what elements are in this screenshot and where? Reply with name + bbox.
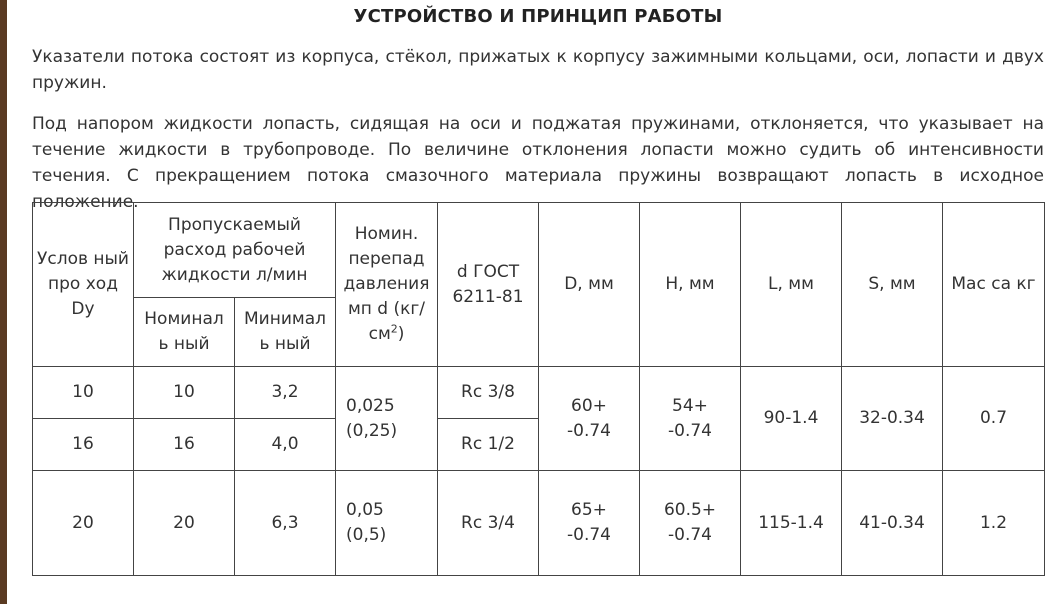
cell-pressure: 0,025 (0,25) <box>336 367 438 471</box>
page-title: УСТРОЙСТВО И ПРИНЦИП РАБОТЫ <box>353 6 723 27</box>
cell-d: 65+ -0.74 <box>539 471 640 576</box>
cell-dy: 20 <box>33 471 134 576</box>
cell-h: 54+ -0.74 <box>640 367 741 471</box>
cell-thread: Rc 3/8 <box>438 367 539 419</box>
cell-pressure: 0,05 (0,5) <box>336 471 438 576</box>
paragraph-construction: Указатели потока состоят из корпуса, стёкол, прижатых к корпусу зажимными кольцами, оси, лопасти и двух пружин. <box>32 47 1044 93</box>
table-row <box>33 471 1045 576</box>
cell-mass: 1.2 <box>943 471 1045 576</box>
header-mass: Мас са кг <box>943 203 1045 367</box>
header-h: H, мм <box>640 203 741 367</box>
header-flow-minimal: Минимал ь ный <box>235 298 336 367</box>
paragraph-principle: Под напором жидкости лопасть, сидящая на оси и поджатая пружинами, отклоняется, что указывает на течение жидкости в трубопроводе. По величине отклонения лопасти можно судить об интенсивности течения. С прекращением потока смазочного материала пружины возвращают лопасть в исходное положение. <box>32 114 1044 212</box>
header-s: S, мм <box>842 203 943 367</box>
cell-d: 60+ -0.74 <box>539 367 640 471</box>
header-pressure: Номин. перепад давления мп d (кг/ $см^2$) <box>336 203 438 367</box>
table-row <box>33 367 1045 419</box>
header-d: D, мм <box>539 203 640 367</box>
cell-dy: 16 <box>33 419 134 471</box>
cell-l: 115-1.4 <box>741 471 842 576</box>
cell-thread: Rc 1/2 <box>438 419 539 471</box>
header-flow-nominal: Номинал ь ный <box>134 298 235 367</box>
cell-s: 41-0.34 <box>842 471 943 576</box>
header-dy: Услов ный про ход Dy <box>33 203 134 367</box>
cell-nominal: 16 <box>134 419 235 471</box>
cell-thread: Rc 3/4 <box>438 471 539 576</box>
cell-l: 90-1.4 <box>741 367 842 471</box>
cell-mass: 0.7 <box>943 367 1045 471</box>
cell-dy: 10 <box>33 367 134 419</box>
header-l: L, мм <box>741 203 842 367</box>
cell-minimal: 4,0 <box>235 419 336 471</box>
header-flow-group: Пропускаемый расход рабочей жидкости л/мин <box>134 203 336 298</box>
left-border-bar <box>0 0 7 604</box>
cell-nominal: 10 <box>134 367 235 419</box>
specification-table <box>32 202 1045 576</box>
cell-minimal: 6,3 <box>235 471 336 576</box>
cell-s: 32-0.34 <box>842 367 943 471</box>
cell-minimal: 3,2 <box>235 367 336 419</box>
header-thread: d ГОСТ 6211-81 <box>438 203 539 367</box>
cell-nominal: 20 <box>134 471 235 576</box>
cell-h: 60.5+ -0.74 <box>640 471 741 576</box>
